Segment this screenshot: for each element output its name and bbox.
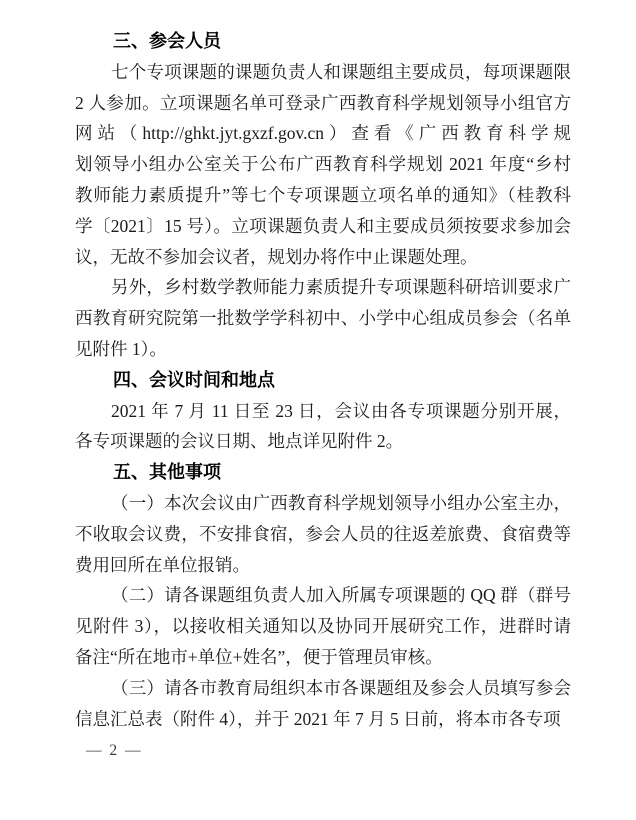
paragraph <box>75 580 571 672</box>
text-line: 五、其他事项 <box>113 462 221 483</box>
text-line: 划领导小组办公室关于公布广西教育科学规划 2021 年度“乡村 <box>75 154 571 175</box>
text-line: 费用回所在单位报销。 <box>75 554 250 575</box>
text-line: 2 人参加。立项课题名单可登录广西教育科学规划领导小组官方 <box>75 92 571 113</box>
text-line: 学〔2021〕15 号）。立项课题负责人和主要成员须按要求参加会 <box>75 215 571 236</box>
document-body <box>75 26 571 734</box>
paragraph <box>75 57 571 273</box>
paragraph <box>75 673 571 735</box>
text-line: 议，无故不参加会议者，规划办将作中止课题处理。 <box>75 246 478 267</box>
text-line: （一）本次会议由广西教育科学规划领导小组办公室主办， <box>111 492 571 513</box>
text-line: 三、参会人员 <box>113 31 221 51</box>
section-heading <box>75 26 571 57</box>
text-line: 四、会议时间和地点 <box>113 369 275 390</box>
text-line: 不收取会议费，不安排食宿，参会人员的往返差旅费、食宿费等 <box>75 523 571 544</box>
text-line: （二）请各课题组负责人加入所属专项课题的 QQ 群（群号 <box>111 585 571 606</box>
text-line: 教师能力素质提升”等七个专项课题立项名单的通知》（桂教科 <box>75 184 571 205</box>
text-line: 2021 年 7 月 11 日至 23 日，会议由各专项课题分别开展， <box>111 400 571 421</box>
section-heading <box>75 365 571 396</box>
text-line: 信息汇总表（附件 4），并于 2021 年 7 月 5 日前，将本市各专项 <box>75 708 561 729</box>
text-line: 各专项课题的会议日期、地点详见附件 2。 <box>75 431 404 452</box>
paragraph <box>75 396 571 458</box>
text-line: 见附件 3），以接收相关通知以及协同开展研究工作，进群时请 <box>75 616 571 637</box>
text-line: 网站（http://ghkt.jyt.gxzf.gov.cn）查看《广西教育科学规 <box>75 123 571 144</box>
text-line: 另外，乡村数学教师能力素质提升专项课题科研培训要求广 <box>111 277 571 298</box>
paragraph <box>75 272 571 364</box>
text-line: 备注“所在地市+单位+姓名”，便于管理员审核。 <box>75 646 443 667</box>
text-line: 西教育研究院第一批数学学科初中、小学中心组成员参会（名单 <box>75 308 571 329</box>
text-line: 见附件 1）。 <box>75 338 167 359</box>
page-number: — 2 — <box>86 742 143 759</box>
section-heading <box>75 457 571 488</box>
paragraph <box>75 488 571 580</box>
text-line: （三）请各市教育局组织本市各课题组及参会人员填写参会 <box>111 677 571 698</box>
text-line: 七个专项课题的课题负责人和课题组主要成员，每项课题限 <box>111 61 571 82</box>
